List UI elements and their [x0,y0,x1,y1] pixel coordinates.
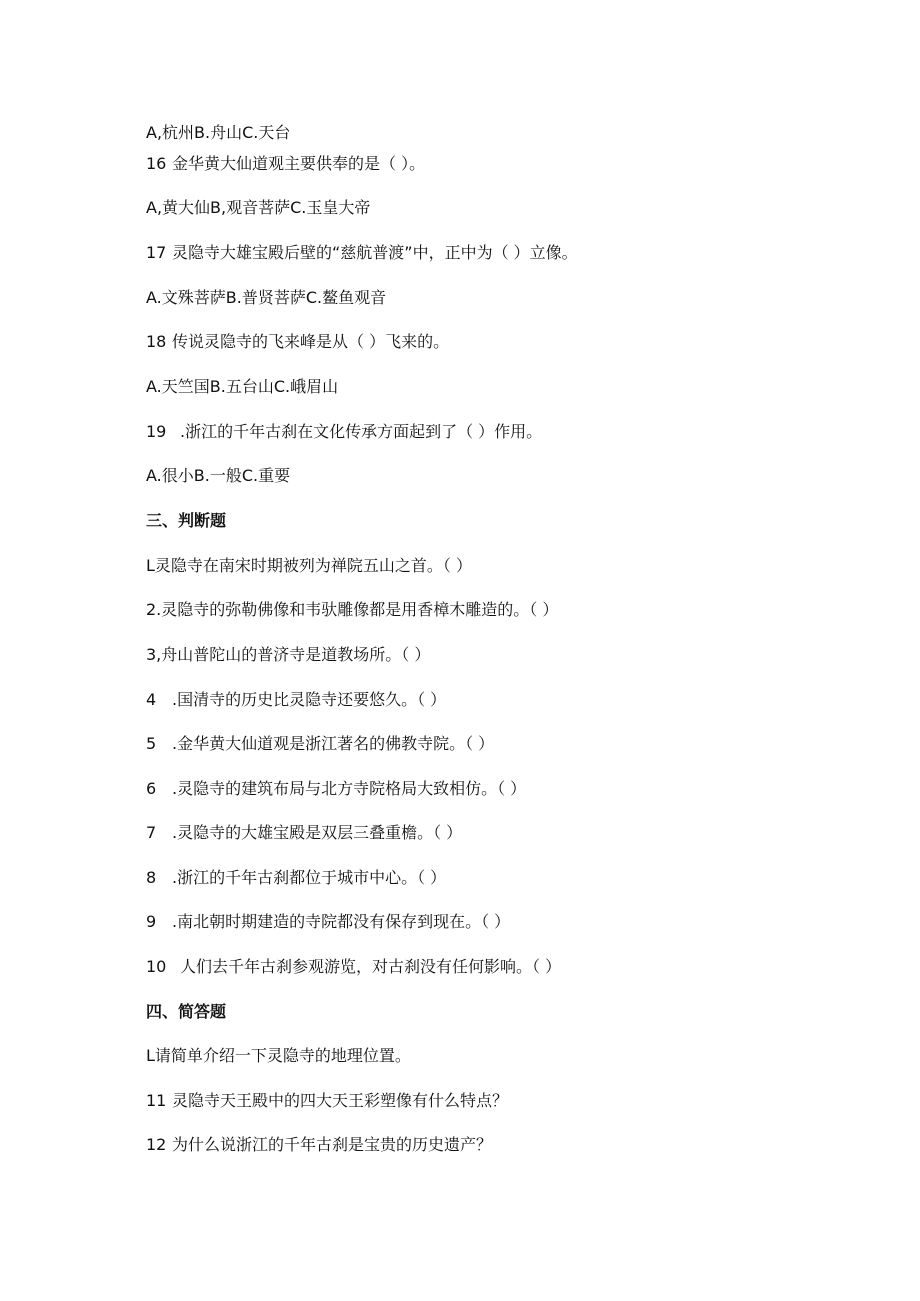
question-number: 19 [146,422,167,441]
document-page [146,0,886,1301]
judge-text: .浙江的千年古刹都位于城市中心。（ ） [172,868,447,887]
judge-text: 3,舟山普陀山的普济寺是道教场所。（ ） [146,645,431,664]
judge-item-6 [146,779,526,799]
question-text: .浙江的千年古刹在文化传承方面起到了（ ）作用。 [180,422,543,441]
section-title-short-answer: 四、简答题 [146,1002,227,1021]
judge-item-2 [146,600,558,620]
question-16 [146,154,425,174]
question-number: 18 [146,332,167,351]
judge-text: .灵隐寺的大雄宝殿是双层三叠重檐。（ ） [172,823,463,842]
short-text: L请简单介绍一下灵隐寺的地理位置。 [146,1046,411,1065]
judge-number: 6 [146,779,157,798]
option-line-17 [146,288,386,308]
judge-number: 9 [146,912,157,931]
question-text: 灵隐寺大雄宝殿后壁的“慈航普渡”中，正中为（ ）立像。 [172,243,578,262]
short-item-11 [146,1091,508,1111]
short-item-1 [146,1046,411,1066]
judge-number: 5 [146,734,157,753]
judge-item-3 [146,645,430,665]
question-text: 金华黄大仙道观主要供奉的是（ ）。 [172,154,426,173]
short-item-12 [146,1135,492,1155]
option-line-19 [146,466,290,486]
judge-number: 4 [146,690,157,709]
option-text: A,黄大仙B,观音菩萨C.玉皇大帝 [146,198,371,217]
judge-text: 2.灵隐寺的弥勒佛像和韦驮雕像都是用香樟木雕造的。（ ） [146,600,559,619]
judge-number: 7 [146,823,157,842]
section-title-judgement: 三、判断题 [146,511,227,530]
judge-text: .国清寺的历史比灵隐寺还要悠久。（ ） [172,690,447,709]
question-number: 16 [146,154,167,173]
question-17 [146,243,578,263]
judge-item-10 [146,957,561,977]
judge-item-5 [146,734,494,754]
question-text: 传说灵隐寺的飞来峰是从（ ）飞来的。 [172,332,450,351]
short-number: 11 [146,1091,167,1110]
judge-text: 人们去千年古刹参观游览，对古刹没有任何影响。（ ） [180,957,562,976]
short-number: 12 [146,1135,167,1154]
option-text: A,杭州B.舟山C.天台 [146,123,291,142]
judge-item-4 [146,690,446,710]
judge-text: .金华黄大仙道观是浙江著名的佛教寺院。（ ） [172,734,495,753]
short-text: 为什么说浙江的千年古刹是宝贵的历史遗产？ [172,1135,493,1154]
question-18 [146,332,449,352]
option-line-18 [146,377,338,397]
option-line-16 [146,198,370,218]
judge-item-9 [146,912,510,932]
question-number: 17 [146,243,167,262]
short-text: 灵隐寺天王殿中的四大天王彩塑像有什么特点？ [172,1091,509,1110]
option-text: A.很小B.一般C.重要 [146,466,291,485]
question-19 [146,422,542,442]
judge-item-7 [146,823,462,843]
option-text: A.天竺国B.五台山C.峨眉山 [146,377,339,396]
judge-number: 8 [146,868,157,887]
option-text: A.文殊菩萨B.普贤菩萨C.鳌鱼观音 [146,288,387,307]
judge-number: 10 [146,957,167,976]
judge-text: .南北朝时期建造的寺院都没有保存到现在。（ ） [172,912,511,931]
judge-item-8 [146,868,446,888]
judge-item-1 [146,556,472,576]
judge-text: L灵隐寺在南宋时期被列为禅院五山之首。（ ） [146,556,473,575]
judge-text: .灵隐寺的建筑布局与北方寺院格局大致相仿。（ ） [172,779,527,798]
option-line-15 [146,123,290,143]
